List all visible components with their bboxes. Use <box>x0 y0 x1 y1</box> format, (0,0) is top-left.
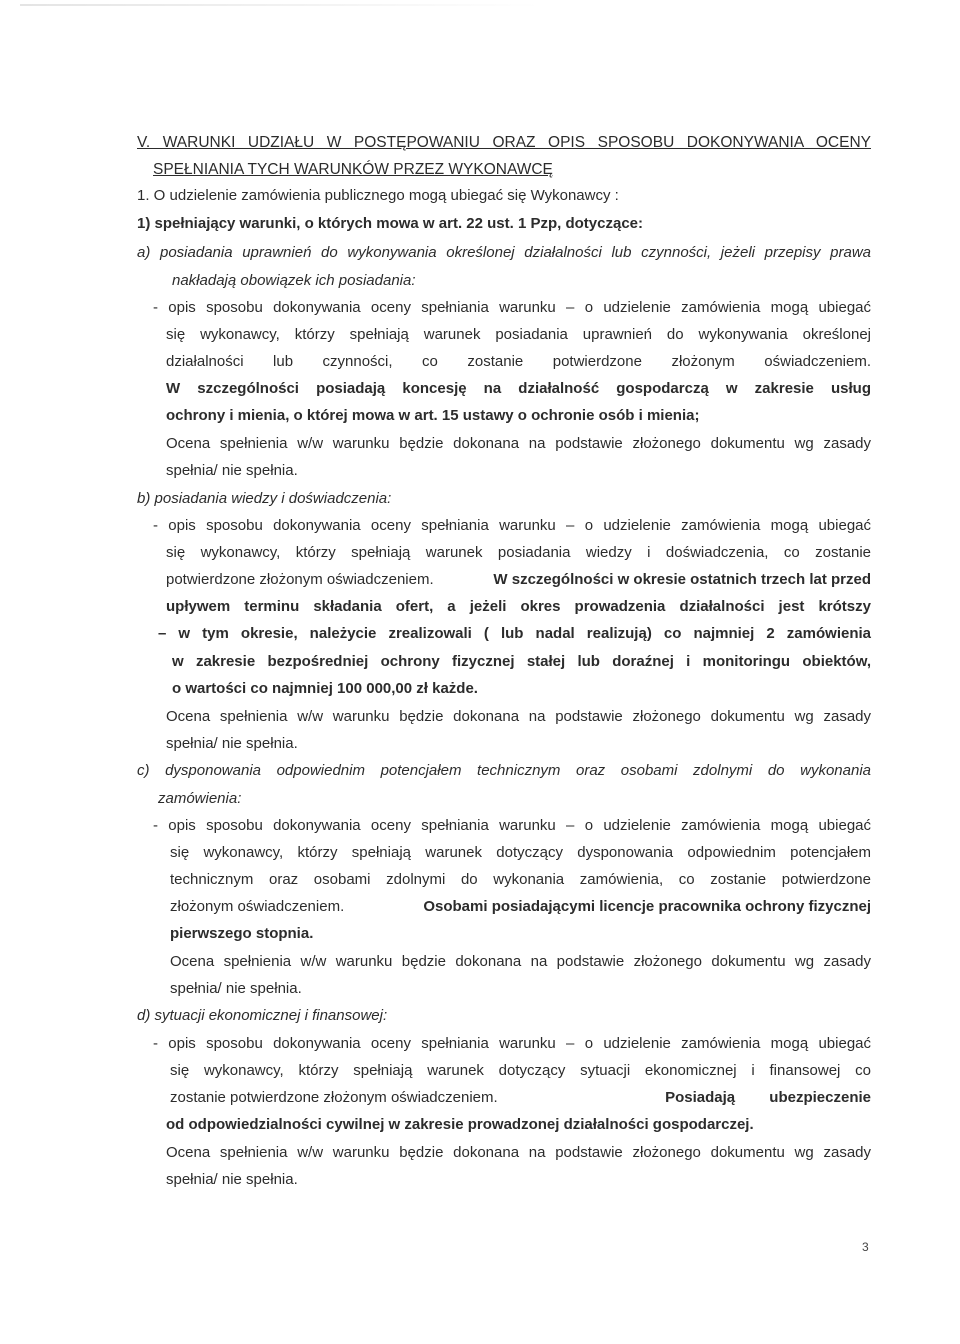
section-c-desc-line-4-regular: złożonym oświadczeniem. <box>170 898 345 915</box>
section-b-bold-line-1: upływem terminu składania ofert, a jeżeli okres prowadzenia działalności jest krótszy <box>166 598 871 615</box>
section-c-desc-line-1: - opis sposobu dokonywania oceny spełniania warunku – o udzielenie zamówienia mogą ubiegać <box>153 817 871 834</box>
section-c-title-line-1: c) dysponowania odpowiednim potencjałem technicznym oraz osobami zdolnymi do wykonania <box>137 762 871 779</box>
section-a-title-line-1: a) posiadania uprawnień do wykonywania określonej działalności lub czynności, jeżeli przepisy prawa <box>137 244 871 261</box>
section-c-desc-line-4-bold: Osobami posiadającymi licencje pracownika ochrony fizycznej <box>423 898 871 915</box>
section-d-desc-line-1: - opis sposobu dokonywania oceny spełniania warunku – o udzielenie zamówienia mogą ubiegać <box>153 1035 871 1052</box>
section-b-desc-line-3 <box>166 570 871 590</box>
page-number: 3 <box>862 1240 869 1254</box>
section-heading-line-2: SPEŁNIANIA TYCH WARUNKÓW PRZEZ WYKONAWCĘ <box>153 161 553 178</box>
section-b-evaluation-line-1: Ocena spełnienia w/w warunku będzie dokonana na podstawie złożonego dokumentu wg zasady <box>166 708 871 725</box>
section-b-desc-line-3-bold: W szczególności w okresie ostatnich trzech lat przed <box>493 571 871 588</box>
section-c-desc-line-2: się wykonawcy, którzy spełniają warunek dotyczący dysponowania odpowiednim potencjałem <box>170 844 871 861</box>
section-d-desc-line-3-bold: Posiadają ubezpieczenie <box>665 1089 871 1106</box>
section-b-title: b) posiadania wiedzy i doświadczenia: <box>137 490 392 507</box>
section-a-bold-line-2: ochrony i mienia, o której mowa w art. 15 ustawy o ochronie osób i mienia; <box>166 407 700 424</box>
section-a-evaluation-line-2: spełnia/ nie spełnia. <box>166 462 298 479</box>
section-b-desc-line-1: - opis sposobu dokonywania oceny spełniania warunku – o udzielenie zamówienia mogą ubiegać <box>153 517 871 534</box>
section-c-desc-line-3: technicznym oraz osobami zdolnymi do wykonania zamówienia, co zostanie potwierdzone <box>170 871 871 888</box>
section-a-evaluation-line-1: Ocena spełnienia w/w warunku będzie dokonana na podstawie złożonego dokumentu wg zasady <box>166 435 871 452</box>
section-b-bold-line-3: w zakresie bezpośredniej ochrony fizycznej stałej lub doraźnej i monitoringu obiektów, <box>172 653 871 670</box>
section-c-desc-line-4 <box>170 897 871 917</box>
section-c-title-line-2: zamówienia: <box>158 790 242 807</box>
section-heading-line-1: V. WARUNKI UDZIAŁU W POSTĘPOWANIU ORAZ OPIS SPOSOBU DOKONYWANIA OCENY <box>137 134 871 151</box>
section-d-bold-line-1: od odpowiedzialności cywilnej w zakresie prowadzonej działalności gospodarczej. <box>166 1116 754 1133</box>
section-a-title-line-2: nakładają obowiązek ich posiadania: <box>172 272 416 289</box>
section-a-bold-line-1: W szczególności posiadają koncesję na działalność gospodarczą w zakresie usług <box>166 380 871 397</box>
section-c-evaluation-line-1: Ocena spełnienia w/w warunku będzie dokonana na podstawie złożonego dokumentu wg zasady <box>170 953 871 970</box>
section-a-desc-line-3: działalności lub czynności, co zostanie potwierdzone złożonym oświadczeniem. <box>166 353 871 370</box>
section-d-evaluation-line-2: spełnia/ nie spełnia. <box>166 1171 298 1188</box>
intro-line: 1. O udzielenie zamówienia publicznego mogą ubiegać się Wykonawcy : <box>137 187 619 204</box>
section-b-evaluation-line-2: spełnia/ nie spełnia. <box>166 735 298 752</box>
section-d-desc-line-2: się wykonawcy, którzy spełniają warunek dotyczący sytuacji ekonomicznej i finansowej co <box>170 1062 871 1079</box>
section-c-bold-line-1: pierwszego stopnia. <box>170 925 314 942</box>
section-d-evaluation-line-1: Ocena spełnienia w/w warunku będzie dokonana na podstawie złożonego dokumentu wg zasady <box>166 1144 871 1161</box>
section-d-desc-line-3 <box>170 1088 871 1108</box>
section-b-desc-line-2: się wykonawcy, którzy spełniają warunek posiadania wiedzy i doświadczenia, co zostanie <box>166 544 871 561</box>
section-a-desc-line-2: się wykonawcy, którzy spełniają warunek posiadania uprawnień do wykonywania określonej <box>166 326 871 343</box>
point-1-line: 1) spełniający warunki, o których mowa w art. 22 ust. 1 Pzp, dotyczące: <box>137 215 644 232</box>
section-a-desc-line-1: - opis sposobu dokonywania oceny spełniania warunku – o udzielenie zamówienia mogą ubiegać <box>153 299 871 316</box>
section-d-desc-line-3-regular: zostanie potwierdzone złożonym oświadczeniem. <box>170 1089 498 1106</box>
section-b-desc-line-3-regular: potwierdzone złożonym oświadczeniem. <box>166 571 434 588</box>
section-b-bold-line-2: – w tym okresie, należycie zrealizowali ( lub nadal realizują) co najmniej 2 zamówienia <box>158 625 871 642</box>
section-d-title: d) sytuacji ekonomicznej i finansowej: <box>137 1007 388 1024</box>
section-c-evaluation-line-2: spełnia/ nie spełnia. <box>170 980 302 997</box>
section-b-bold-line-4: o wartości co najmniej 100 000,00 zł każde. <box>172 680 478 697</box>
